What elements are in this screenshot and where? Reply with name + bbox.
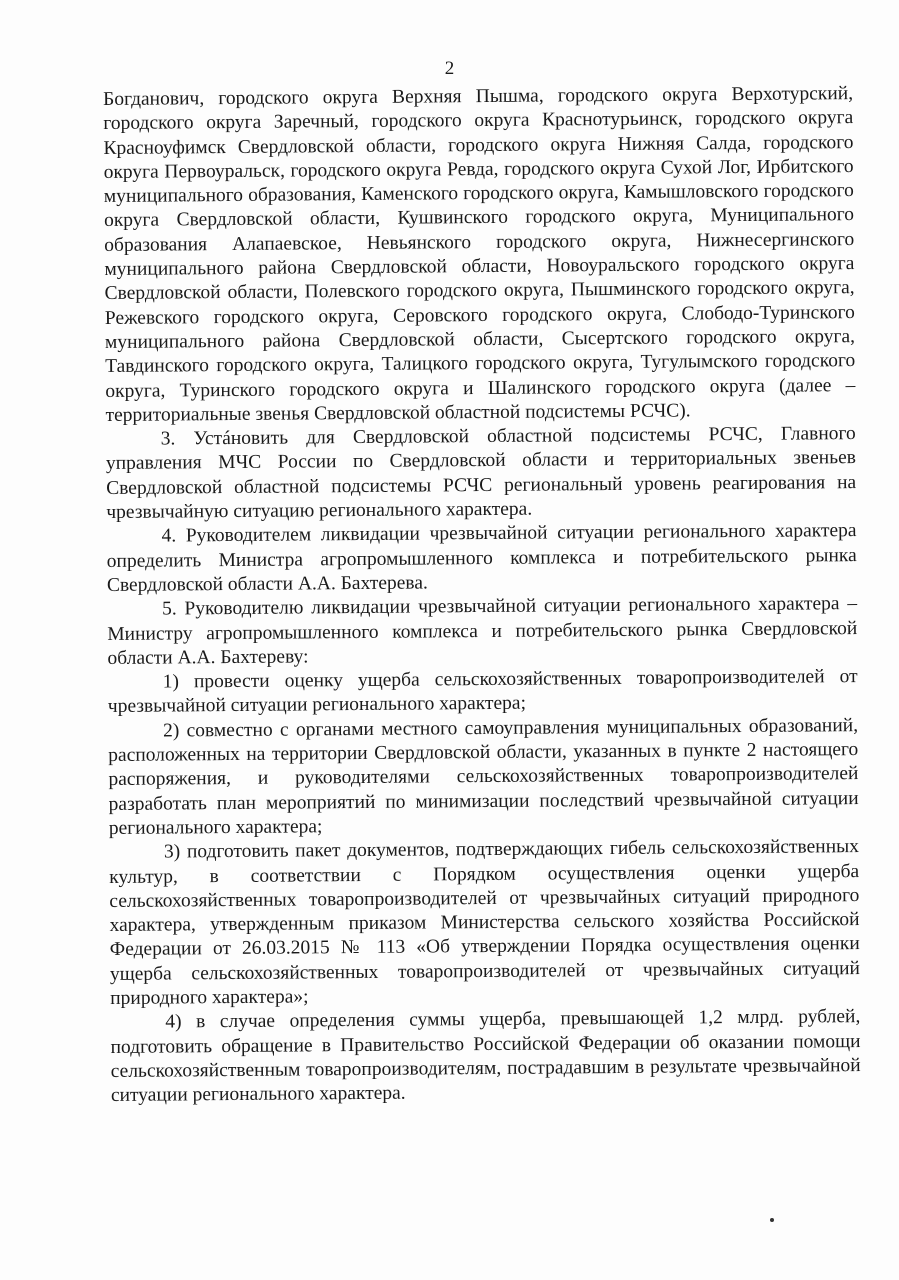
page-number: 2 [444,58,455,79]
paragraph-item-5: 5. Руководителю ликвидации чрезвычайной ситуации регионального характера – Министру агропромышленного комплекса и потребительского рынка Свердловской области А.А. Бахтереву: [107,593,858,669]
paragraph-subitem-3: 3) подготовить пакет документов, подтверждающих гибель сельскохозяйственных культур, в соответствии с Порядком осуществления оценки ущерба сельскохозяйственных товаропроизводителей от чрезвычайных ситуаций природного характера, утвержденным приказом Министерства сельского хозяйства Российской Федерации от 26.03.2015 № 113 «Об утверждении Порядка осуществления оценки ущерба сельскохозяйственных товаропроизводителей от чрезвычайных ситуаций природного характера»; [109,836,861,1009]
scan-speck [770,1218,774,1222]
paragraph-subitem-1: 1) провести оценку ущерба сельскохозяйственных товаропроизводителей от чрезвычайной ситуации регионального характера; [107,666,858,718]
paragraph-item-3: 3. Устáновить для Свердловской областной подсистемы РСЧС, Главного управления МЧС России по Свердловской области и территориальных звеньев Свердловской областной подсистемы РСЧС региональный уровень реагирования на чрезвычайную ситуацию регионального характера. [105,423,857,524]
paragraph-municipalities-list: Богданович, городского округа Верхняя Пышма, городского округа Верхотурский, городского округа Заречный, городского округа Краснотурьинск, городского округа Красноуфимск Свердловской области, городского округа Нижняя Салда, городского округа Первоуральск, городского округа Ревда, городского округа Сухой Лог, Ирбитского муниципального образования, Каменского городского округа, Камышловского городского округа Свердловской области, Кушвинского городского округа, Муниципального образования Алапаевское, Невьянского городского округа, Нижнесергинского муниципального района Свердловской области, Новоуральского городского округа Свердловской области, Полевского городского округа, Пышминского городского округа, Режевского городского округа, Серовского городского округа, Слободо-Туринского муниципального района Свердловской области, Сысертского городского округа, Тавдинского городского округа, Талицкого городского округа, Тугулымского городского округа, Туринского городского округа и Шалинского городского округа (далее – территориальные звенья Свердловской областной подсистемы РСЧС). [103,83,856,426]
document-body [103,82,861,1108]
paragraph-subitem-2: 2) совместно с органами местного самоуправления муниципальных образований, расположенных на территории Свердловской области, указанных в пункте 2 настоящего распоряжения, и руководителями сельскохозяйственных товаропроизводителей разработать план мероприятий по минимизации последствий чрезвычайной ситуации регионального характера; [108,714,859,839]
paragraph-item-4: 4. Руководителем ликвидации чрезвычайной ситуации регионального характера определить Министра агропромышленного комплекса и потребительского рынка Свердловской области А.А. Бахтерева. [106,520,857,596]
paragraph-subitem-4: 4) в случае определения суммы ущерба, превышающей 1,2 млрд. рублей, подготовить обращение в Правительство Российской Федерации об оказании помощи сельскохозяйственным товаропроизводителям, пострадавшим в результате чрезвычайной ситуации регионального характера. [110,1006,861,1107]
